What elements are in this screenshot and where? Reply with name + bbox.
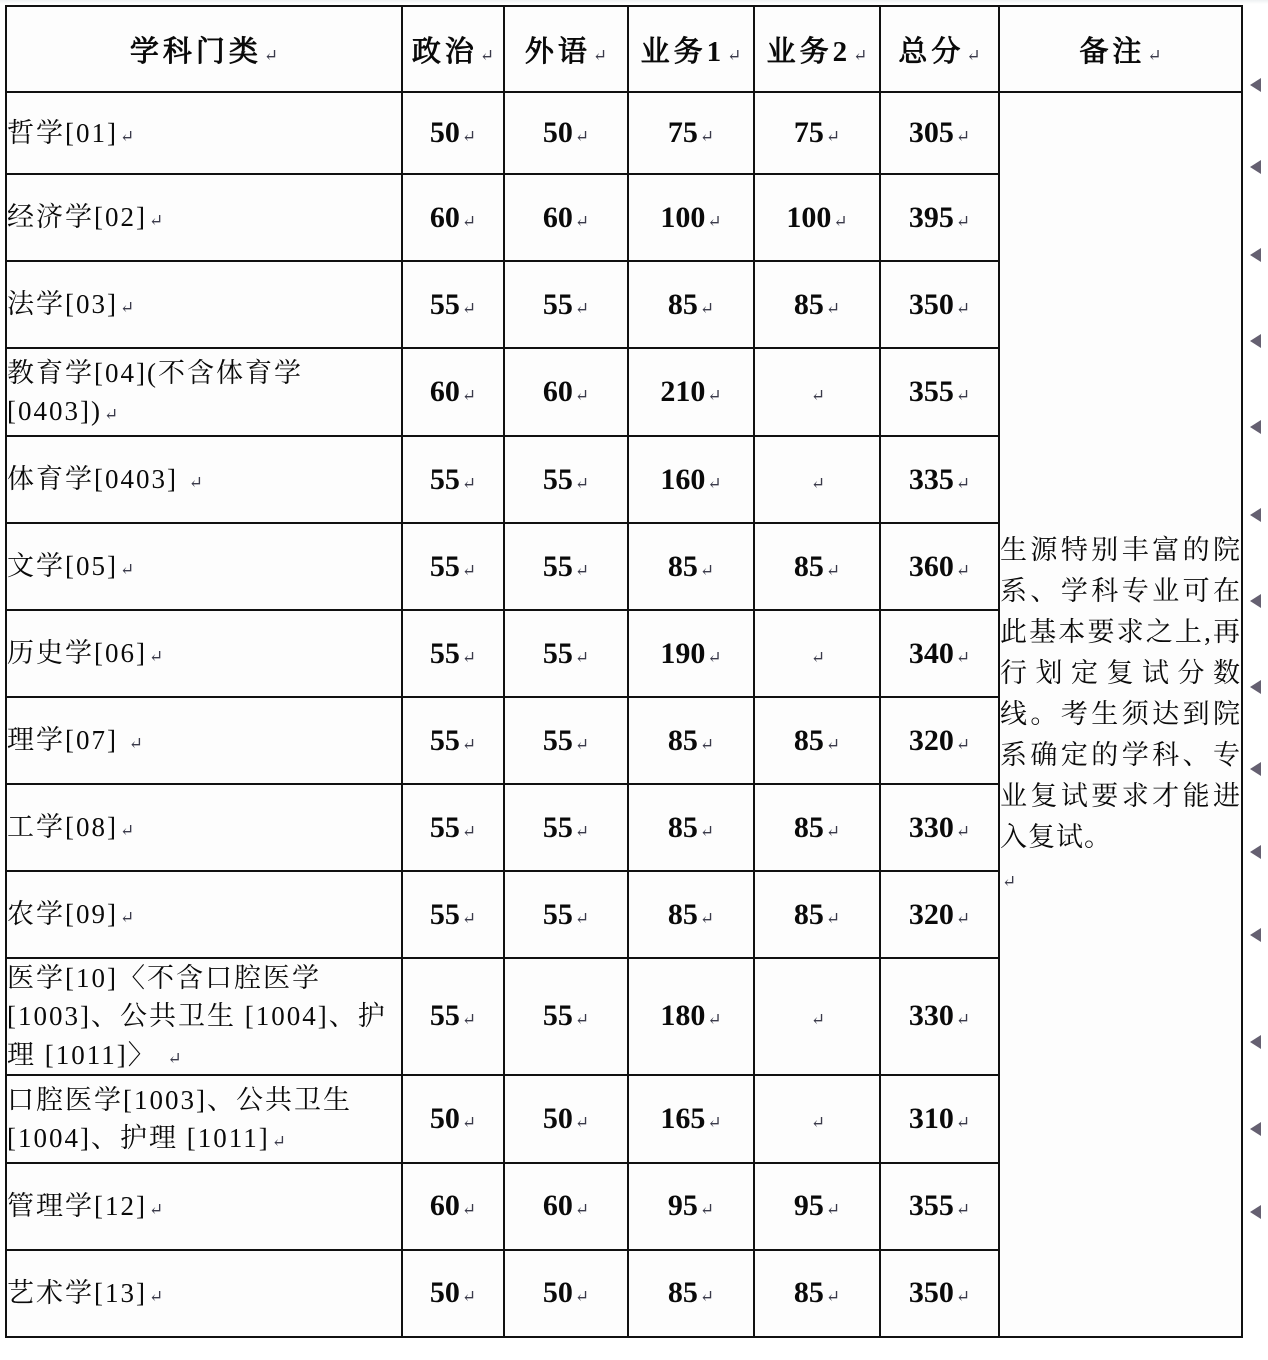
pilcrow-mark: ↵ <box>461 1112 477 1132</box>
cell-foreign-language <box>504 610 628 697</box>
score-value: 55 <box>542 636 573 670</box>
pilcrow-mark: ↵ <box>461 1010 477 1030</box>
remark-text: 生源特别丰富的院系、学科专业可在此基本要求之上,再行划定复试分数线。考生须达到院系确定的学科、专业复试要求才能进入复试。 <box>1000 534 1241 853</box>
score-value: 85 <box>793 1276 824 1310</box>
score-value: 330 <box>908 999 954 1033</box>
pilcrow-mark: ↵ <box>574 211 590 231</box>
pilcrow-mark: ↵ <box>271 1131 286 1151</box>
cell-discipline <box>6 174 402 261</box>
discipline-label: 农学[09] <box>7 899 118 930</box>
pilcrow-mark: ↵ <box>955 298 971 318</box>
header-label-total: 总分 <box>898 35 965 68</box>
pilcrow-mark: ↵ <box>810 1112 826 1132</box>
cell-business1 <box>628 1075 754 1163</box>
score-value: 350 <box>908 287 954 321</box>
cell-remark <box>999 92 1242 1337</box>
score-value: 85 <box>667 723 698 757</box>
score-value: 85 <box>793 287 824 321</box>
score-value: 60 <box>429 200 460 234</box>
pilcrow-mark: ↵ <box>699 1200 715 1220</box>
cell-total <box>880 348 999 436</box>
cell-business2 <box>754 523 880 610</box>
pilcrow-mark: ↵ <box>833 211 848 231</box>
cell-business1 <box>628 871 754 958</box>
score-value: 160 <box>660 462 706 496</box>
cell-business1 <box>628 523 754 610</box>
cell-discipline <box>6 436 402 523</box>
pilcrow-mark: ↵ <box>128 734 143 754</box>
cell-politics <box>402 1250 504 1337</box>
score-value: 85 <box>667 287 698 321</box>
score-value: 210 <box>660 375 706 408</box>
cell-foreign-language <box>504 871 628 958</box>
cell-foreign-language <box>504 958 628 1075</box>
pilcrow-mark: ↵ <box>955 473 971 493</box>
cell-business1 <box>628 610 754 697</box>
pilcrow-mark: ↵ <box>707 473 722 493</box>
cell-discipline <box>6 1163 402 1250</box>
table-header-row <box>6 6 1242 92</box>
score-value: 55 <box>542 897 573 931</box>
pilcrow-mark: ↵ <box>574 560 590 580</box>
pilcrow-mark: ↵ <box>699 298 715 318</box>
pilcrow-mark: ↵ <box>461 298 477 318</box>
cell-politics <box>402 436 504 523</box>
header-label-politics: 政治 <box>411 35 478 68</box>
cell-politics <box>402 610 504 697</box>
pilcrow-mark: ↵ <box>574 127 590 146</box>
pilcrow-mark: ↵ <box>699 560 715 580</box>
cell-foreign-language <box>504 1163 628 1250</box>
score-value: 55 <box>542 462 573 496</box>
score-value: 330 <box>908 810 954 844</box>
cell-discipline <box>6 610 402 697</box>
score-value: 395 <box>908 200 954 234</box>
score-value: 50 <box>429 1276 460 1310</box>
header-cell-politics <box>402 6 504 92</box>
cell-business1 <box>628 348 754 436</box>
score-value: 335 <box>908 462 954 496</box>
cell-business2 <box>754 1250 880 1337</box>
score-value: 85 <box>667 810 698 844</box>
score-value: 85 <box>793 549 824 583</box>
pilcrow-mark: ↵ <box>825 1200 841 1220</box>
pilcrow-mark: ↵ <box>119 126 135 146</box>
cell-discipline <box>6 261 402 348</box>
header-label-business2: 业务2 <box>766 35 852 68</box>
pilcrow-mark: ↵ <box>825 734 841 754</box>
pilcrow-mark: ↵ <box>119 908 135 928</box>
pilcrow-mark: ↵ <box>574 1287 590 1307</box>
score-value: 50 <box>542 1276 573 1310</box>
pilcrow-mark: ↵ <box>167 1048 182 1068</box>
cell-total <box>880 1075 999 1163</box>
cell-foreign-language <box>504 92 628 174</box>
cell-foreign-language <box>504 784 628 871</box>
score-value: 55 <box>429 549 460 583</box>
score-value: 50 <box>429 1101 460 1135</box>
score-value: 60 <box>542 1189 573 1223</box>
pilcrow-mark: ↵ <box>461 386 477 405</box>
cell-foreign-language <box>504 1075 628 1163</box>
cell-business2 <box>754 348 880 436</box>
score-value: 85 <box>667 897 698 931</box>
pilcrow-mark: ↵ <box>461 1200 477 1220</box>
pilcrow-mark: ↵ <box>574 1200 590 1220</box>
score-value: 350 <box>908 1276 954 1310</box>
pilcrow-mark: ↵ <box>574 647 590 667</box>
score-line-table <box>5 5 1243 1338</box>
pilcrow-mark: ↵ <box>574 473 590 493</box>
pilcrow-mark: ↵ <box>574 821 590 841</box>
pilcrow-mark: ↵ <box>699 908 715 928</box>
score-value: 60 <box>542 375 573 408</box>
score-value: 55 <box>429 897 460 931</box>
score-value: 55 <box>542 549 573 583</box>
cell-total <box>880 610 999 697</box>
header-label-remark: 备注 <box>1079 35 1146 68</box>
row-select-arrow-icon[interactable] <box>1250 248 1261 262</box>
cell-politics <box>402 697 504 784</box>
discipline-label: 经济学[02] <box>7 202 147 233</box>
row-select-arrow-icon[interactable] <box>1250 845 1261 859</box>
cell-business1 <box>628 92 754 174</box>
row-marker-gutter <box>1248 0 1268 1360</box>
row-select-arrow-icon[interactable] <box>1250 1122 1261 1136</box>
score-value: 55 <box>542 287 573 321</box>
pilcrow-mark: ↵ <box>707 647 722 667</box>
pilcrow-mark: ↵ <box>461 734 477 754</box>
pilcrow-mark: ↵ <box>955 647 971 667</box>
cell-politics <box>402 958 504 1075</box>
score-value: 55 <box>429 636 460 670</box>
cell-discipline <box>6 348 402 436</box>
cell-business2 <box>754 958 880 1075</box>
cell-foreign-language <box>504 348 628 436</box>
cell-foreign-language <box>504 174 628 261</box>
pilcrow-mark: ↵ <box>810 473 826 493</box>
row-select-arrow-icon[interactable] <box>1250 680 1261 694</box>
cell-business2 <box>754 436 880 523</box>
pilcrow-mark: ↵ <box>574 1010 590 1030</box>
cell-business2 <box>754 610 880 697</box>
cell-business1 <box>628 261 754 348</box>
header-cell-discipline <box>6 6 402 92</box>
cell-business2 <box>754 174 880 261</box>
score-value: 60 <box>429 375 460 408</box>
score-value: 55 <box>429 723 460 757</box>
cell-business2 <box>754 261 880 348</box>
table-row <box>6 92 1242 174</box>
cell-business2 <box>754 1075 880 1163</box>
pilcrow-mark: ↵ <box>574 908 590 928</box>
score-value: 85 <box>667 1276 698 1310</box>
pilcrow-mark: ↵ <box>853 45 868 65</box>
cell-business1 <box>628 958 754 1075</box>
cell-discipline <box>6 697 402 784</box>
cell-discipline <box>6 523 402 610</box>
pilcrow-mark: ↵ <box>699 1287 715 1307</box>
score-value: 360 <box>908 549 954 583</box>
pilcrow-mark: ↵ <box>707 386 722 405</box>
header-cell-foreign-language <box>504 6 628 92</box>
score-value: 75 <box>667 116 698 149</box>
discipline-label: 哲学[01] <box>7 117 118 148</box>
cell-foreign-language <box>504 261 628 348</box>
cell-business2 <box>754 697 880 784</box>
score-value: 305 <box>908 116 954 149</box>
pilcrow-mark: ↵ <box>479 45 495 65</box>
score-value: 55 <box>429 810 460 844</box>
pilcrow-mark: ↵ <box>461 1287 477 1307</box>
pilcrow-mark: ↵ <box>955 1287 971 1307</box>
cell-politics <box>402 523 504 610</box>
header-label-foreign-language: 外语 <box>524 35 591 68</box>
pilcrow-mark: ↵ <box>119 560 135 580</box>
pilcrow-mark: ↵ <box>461 560 477 580</box>
header-cell-remark <box>999 6 1242 92</box>
row-select-arrow-icon[interactable] <box>1250 1035 1261 1049</box>
pilcrow-mark: ↵ <box>825 127 841 146</box>
pilcrow-mark: ↵ <box>955 211 971 231</box>
pilcrow-mark: ↵ <box>955 1112 971 1132</box>
cell-discipline <box>6 1250 402 1337</box>
pilcrow-mark: ↵ <box>461 127 477 146</box>
pilcrow-mark: ↵ <box>574 386 590 405</box>
pilcrow-mark: ↵ <box>574 298 590 318</box>
cell-business1 <box>628 174 754 261</box>
pilcrow-mark: ↵ <box>955 386 971 405</box>
cell-politics <box>402 174 504 261</box>
pilcrow-mark: ↵ <box>461 647 477 667</box>
row-select-arrow-icon[interactable] <box>1250 508 1261 522</box>
score-value: 320 <box>908 723 954 757</box>
score-value: 60 <box>542 200 573 234</box>
score-value: 75 <box>793 116 824 149</box>
score-value: 50 <box>542 116 573 149</box>
cell-politics <box>402 784 504 871</box>
pilcrow-mark: ↵ <box>148 647 164 667</box>
cell-discipline <box>6 871 402 958</box>
pilcrow-mark: ↵ <box>461 908 477 928</box>
score-value: 100 <box>660 200 706 234</box>
discipline-label: 教育学[04](不含体育学[0403]) <box>7 357 303 426</box>
pilcrow-mark: ↵ <box>825 1287 841 1307</box>
row-select-arrow-icon[interactable] <box>1250 160 1261 174</box>
discipline-label: 历史学[06] <box>7 638 147 669</box>
pilcrow-mark: ↵ <box>188 473 203 493</box>
cell-total <box>880 1250 999 1337</box>
pilcrow-mark: ↵ <box>955 1200 971 1220</box>
header-label-discipline: 学科门类 <box>129 35 262 68</box>
cell-total <box>880 871 999 958</box>
row-select-arrow-icon[interactable] <box>1250 1205 1261 1219</box>
cell-politics <box>402 261 504 348</box>
score-value: 165 <box>660 1101 706 1135</box>
pilcrow-mark: ↵ <box>707 1112 722 1132</box>
pilcrow-mark: ↵ <box>699 821 715 841</box>
score-value: 355 <box>908 1189 954 1223</box>
score-value: 100 <box>786 200 832 234</box>
cell-business2 <box>754 1163 880 1250</box>
cell-foreign-language <box>504 436 628 523</box>
cell-total <box>880 523 999 610</box>
cell-foreign-language <box>504 697 628 784</box>
pilcrow-mark: ↵ <box>699 127 715 146</box>
discipline-label: 医学[10]〈不含口腔医学[1003]、公共卫生 [1004]、护理 [1011]〉 <box>7 963 387 1070</box>
score-value: 95 <box>667 1189 698 1223</box>
pilcrow-mark: ↵ <box>699 734 715 754</box>
pilcrow-mark: ↵ <box>727 45 742 65</box>
cell-business2 <box>754 784 880 871</box>
cell-discipline <box>6 92 402 174</box>
cell-politics <box>402 1163 504 1250</box>
discipline-label: 理学[07] <box>7 725 118 756</box>
cell-discipline <box>6 1075 402 1163</box>
pilcrow-mark: ↵ <box>119 298 135 318</box>
cell-business1 <box>628 436 754 523</box>
discipline-label: 管理学[12] <box>7 1191 147 1222</box>
cell-business1 <box>628 784 754 871</box>
pilcrow-mark: ↵ <box>1002 872 1017 892</box>
discipline-label: 工学[08] <box>7 812 118 843</box>
pilcrow-mark: ↵ <box>148 1200 164 1220</box>
pilcrow-mark: ↵ <box>955 1010 971 1030</box>
score-value: 85 <box>793 897 824 931</box>
cell-politics <box>402 348 504 436</box>
score-value: 355 <box>908 375 954 408</box>
pilcrow-mark: ↵ <box>461 211 477 231</box>
header-cell-business1 <box>628 6 754 92</box>
row-select-arrow-icon[interactable] <box>1250 334 1261 348</box>
pilcrow-mark: ↵ <box>592 45 608 65</box>
pilcrow-mark: ↵ <box>955 908 971 928</box>
cell-total <box>880 1163 999 1250</box>
score-value: 340 <box>908 636 954 670</box>
row-select-arrow-icon[interactable] <box>1250 594 1261 608</box>
discipline-label: 口腔医学[1003]、公共卫生 [1004]、护理 [1011] <box>7 1084 352 1153</box>
score-value: 85 <box>667 549 698 583</box>
score-value: 60 <box>429 1189 460 1223</box>
pilcrow-mark: ↵ <box>825 821 841 841</box>
pilcrow-mark: ↵ <box>810 1010 826 1030</box>
cell-business1 <box>628 1163 754 1250</box>
score-value: 320 <box>908 897 954 931</box>
score-value: 310 <box>908 1101 954 1135</box>
score-value: 55 <box>542 810 573 844</box>
score-value: 55 <box>429 999 460 1033</box>
cell-discipline <box>6 784 402 871</box>
score-value: 85 <box>793 723 824 757</box>
row-select-arrow-icon[interactable] <box>1250 762 1261 776</box>
score-value: 85 <box>793 810 824 844</box>
row-select-arrow-icon[interactable] <box>1250 78 1261 92</box>
score-value: 55 <box>542 723 573 757</box>
discipline-label: 体育学[0403] <box>7 464 178 495</box>
cell-politics <box>402 92 504 174</box>
score-value: 190 <box>660 636 706 670</box>
score-value: 55 <box>542 999 573 1033</box>
pilcrow-mark: ↵ <box>955 127 971 146</box>
pilcrow-mark: ↵ <box>955 821 971 841</box>
cell-total <box>880 174 999 261</box>
pilcrow-mark: ↵ <box>825 560 841 580</box>
cell-foreign-language <box>504 523 628 610</box>
discipline-label: 艺术学[13] <box>7 1278 147 1309</box>
pilcrow-mark: ↵ <box>955 734 971 754</box>
pilcrow-mark: ↵ <box>1147 45 1162 65</box>
pilcrow-mark: ↵ <box>461 473 477 493</box>
cell-business1 <box>628 697 754 784</box>
cell-discipline <box>6 958 402 1075</box>
pilcrow-mark: ↵ <box>966 45 981 65</box>
pilcrow-mark: ↵ <box>955 560 971 580</box>
pilcrow-mark: ↵ <box>263 45 279 65</box>
pilcrow-mark: ↵ <box>810 386 826 405</box>
pilcrow-mark: ↵ <box>148 1287 164 1307</box>
score-value: 95 <box>793 1189 824 1223</box>
pilcrow-mark: ↵ <box>148 211 164 231</box>
score-value: 180 <box>660 999 706 1033</box>
pilcrow-mark: ↵ <box>103 405 119 424</box>
score-value: 55 <box>429 462 460 496</box>
cell-total <box>880 261 999 348</box>
cell-business2 <box>754 871 880 958</box>
header-label-business1: 业务1 <box>640 35 726 68</box>
row-select-arrow-icon[interactable] <box>1250 420 1261 434</box>
cell-total <box>880 697 999 784</box>
pilcrow-mark: ↵ <box>825 298 841 318</box>
pilcrow-mark: ↵ <box>810 647 826 667</box>
pilcrow-mark: ↵ <box>574 734 590 754</box>
pilcrow-mark: ↵ <box>825 908 841 928</box>
cell-total <box>880 958 999 1075</box>
cell-politics <box>402 1075 504 1163</box>
row-select-arrow-icon[interactable] <box>1250 928 1261 942</box>
header-cell-business2 <box>754 6 880 92</box>
discipline-label: 文学[05] <box>7 551 118 582</box>
discipline-label: 法学[03] <box>7 289 118 320</box>
score-value: 50 <box>542 1101 573 1135</box>
cell-total <box>880 784 999 871</box>
header-cell-total <box>880 6 999 92</box>
pilcrow-mark: ↵ <box>574 1112 590 1132</box>
cell-total <box>880 436 999 523</box>
cell-foreign-language <box>504 1250 628 1337</box>
page-top-edge <box>0 0 1268 4</box>
pilcrow-mark: ↵ <box>707 211 722 231</box>
cell-total <box>880 92 999 174</box>
pilcrow-mark: ↵ <box>461 821 477 841</box>
score-value: 55 <box>429 287 460 321</box>
pilcrow-mark: ↵ <box>707 1010 722 1030</box>
cell-politics <box>402 871 504 958</box>
score-value: 50 <box>429 116 460 149</box>
pilcrow-mark: ↵ <box>119 821 135 841</box>
cell-business2 <box>754 92 880 174</box>
cell-business1 <box>628 1250 754 1337</box>
